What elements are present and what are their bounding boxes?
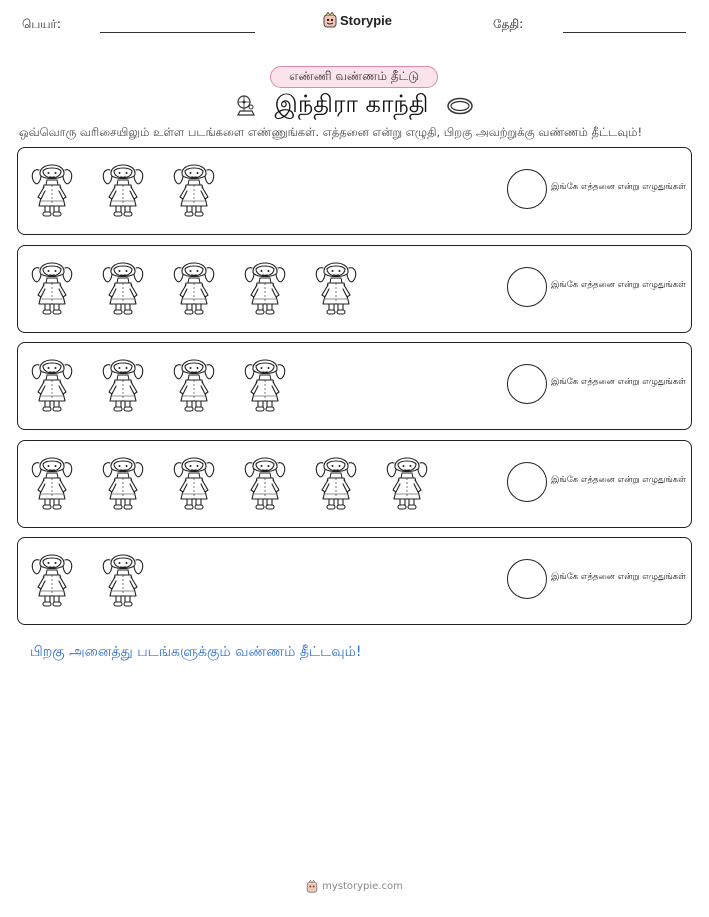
- site-url[interactable]: mystorypie.com: [322, 881, 403, 892]
- answer-circle[interactable]: [507, 364, 547, 404]
- girl-doll-icon: [30, 351, 74, 415]
- count-row: [17, 342, 692, 430]
- answer-circle[interactable]: [507, 267, 547, 307]
- girl-doll-icon: [30, 156, 74, 220]
- girl-doll-icon: [172, 156, 216, 220]
- doll-group: [30, 546, 145, 610]
- girl-doll-icon: [101, 546, 145, 610]
- date-label: தேதி:: [493, 17, 524, 31]
- count-row: [17, 245, 692, 333]
- date-line[interactable]: [563, 32, 686, 33]
- girl-doll-icon: [243, 254, 287, 318]
- girl-doll-icon: [172, 351, 216, 415]
- count-row: [17, 537, 692, 625]
- girl-doll-icon: [314, 254, 358, 318]
- brand-name: Storypie: [340, 12, 393, 28]
- girl-doll-icon: [385, 449, 429, 513]
- girl-doll-icon: [30, 449, 74, 513]
- count-row: [17, 440, 692, 528]
- doll-group: [30, 449, 429, 513]
- brand: [323, 12, 392, 28]
- answer-circle[interactable]: [507, 169, 547, 209]
- girl-doll-icon: [30, 254, 74, 318]
- count-row: [17, 147, 692, 235]
- doll-group: [30, 156, 216, 220]
- storypie-logo-icon: [323, 12, 337, 28]
- girl-doll-icon: [314, 449, 358, 513]
- girl-doll-icon: [172, 254, 216, 318]
- storypie-logo-icon: [306, 880, 318, 893]
- answer-hint: இங்கே எத்தனை என்று எழுதுங்கள்: [551, 377, 686, 387]
- activity-pill: எண்ணி வண்ணம் தீட்டு: [270, 66, 438, 88]
- girl-doll-icon: [101, 351, 145, 415]
- doll-group: [30, 351, 287, 415]
- girl-doll-icon: [30, 546, 74, 610]
- girl-doll-icon: [243, 351, 287, 415]
- title-row: [0, 90, 709, 121]
- girl-doll-icon: [172, 449, 216, 513]
- answer-hint: இங்கே எத்தனை என்று எழுதுங்கள்: [551, 280, 686, 290]
- girl-doll-icon: [101, 254, 145, 318]
- doll-group: [30, 254, 358, 318]
- name-label: பெயர்:: [22, 17, 61, 31]
- girl-doll-icon: [243, 449, 287, 513]
- name-line[interactable]: [100, 32, 255, 33]
- girl-doll-icon: [101, 156, 145, 220]
- girl-doll-icon: [101, 449, 145, 513]
- answer-hint: இங்கே எத்தனை என்று எழுதுங்கள்: [551, 572, 686, 582]
- answer-circle[interactable]: [507, 559, 547, 599]
- site-footer: [0, 880, 709, 893]
- answer-hint: இங்கே எத்தனை என்று எழுதுங்கள்: [551, 475, 686, 485]
- ring-icon: [446, 96, 474, 116]
- instructions: ஒவ்வொரு வரிசையிலும் உள்ள படங்களை எண்ணுங்கள். எத்தனை என்று எழுதி, பிறகு அவற்றுக்கு வண்ணம் தீட்டவும்!: [19, 125, 643, 139]
- answer-circle[interactable]: [507, 462, 547, 502]
- answer-hint: இங்கே எத்தனை என்று எழுதுங்கள்: [551, 182, 686, 192]
- page-title: இந்திரா காந்தி: [274, 90, 429, 118]
- footer-note: பிறகு அனைத்து படங்களுக்கும் வண்ணம் தீட்டவும்!: [30, 644, 362, 660]
- spinning-wheel-icon: [235, 93, 257, 119]
